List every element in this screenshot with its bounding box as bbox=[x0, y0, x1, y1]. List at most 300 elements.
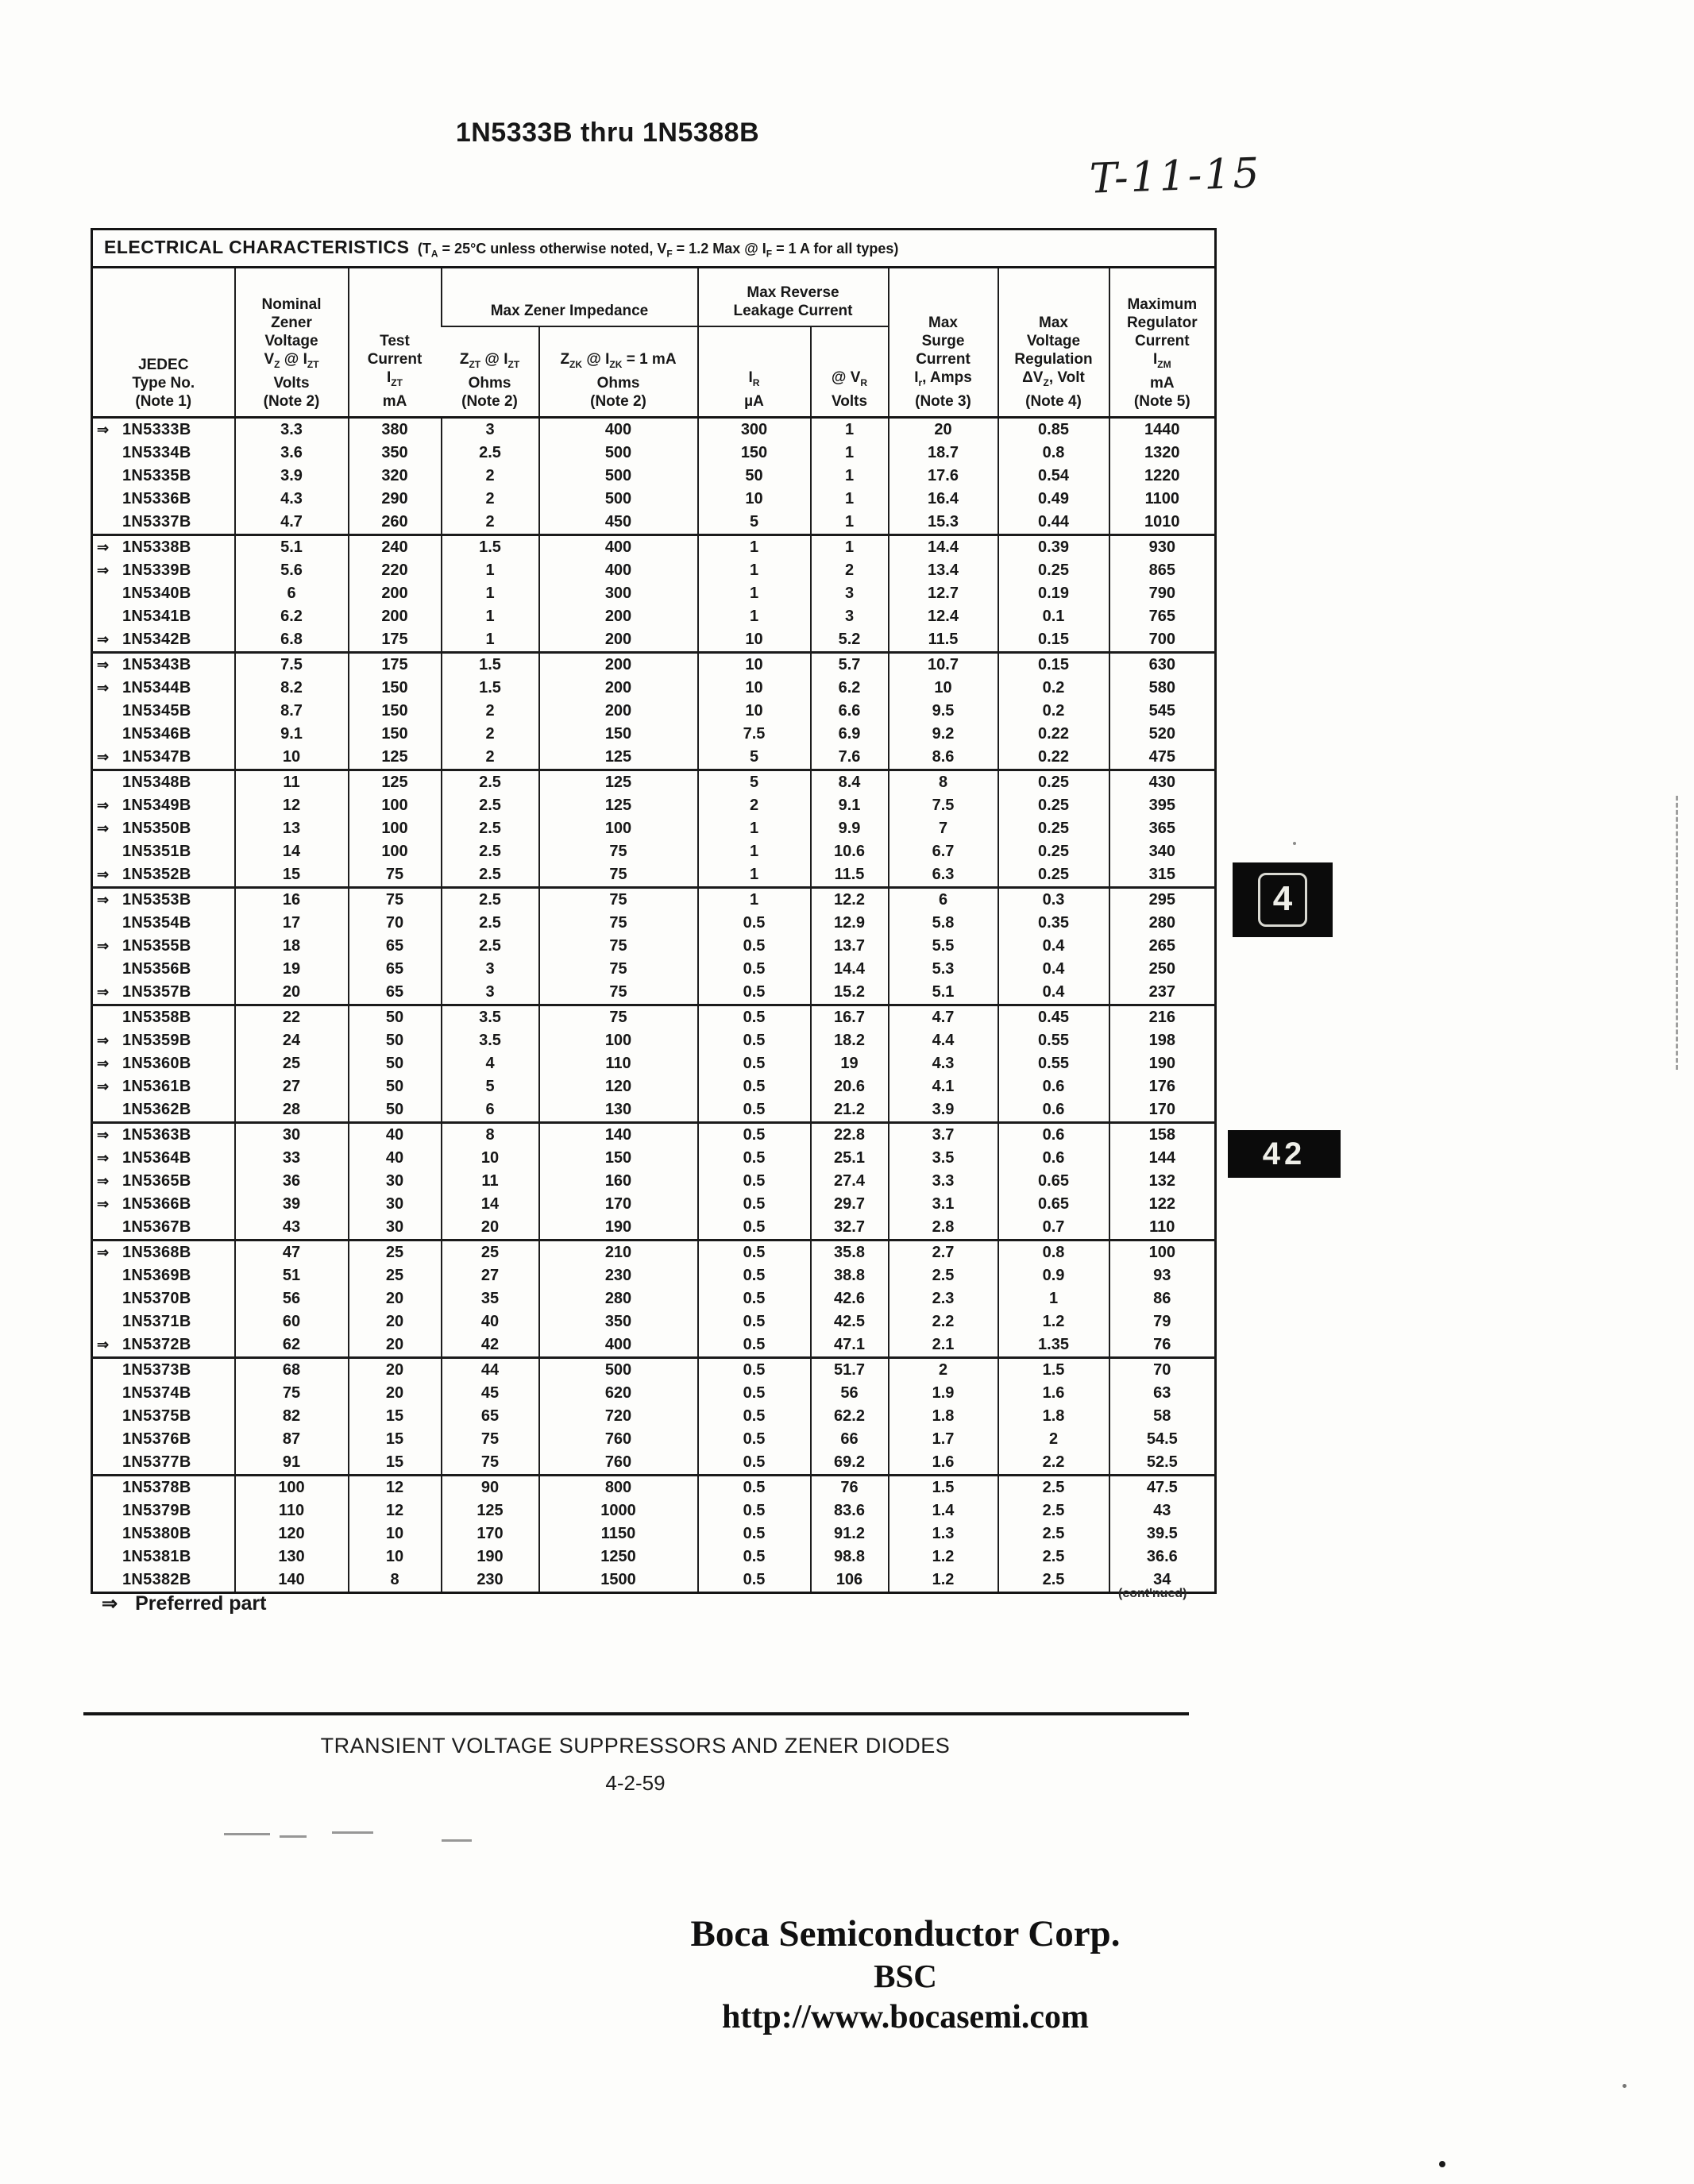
value-cell: 340 bbox=[1109, 840, 1216, 863]
value-cell: 2 bbox=[442, 488, 539, 511]
value-cell: 320 bbox=[349, 465, 442, 488]
value-cell: 12 bbox=[235, 794, 349, 817]
scan-artifact bbox=[224, 1833, 270, 1835]
value-cell: 5.7 bbox=[811, 652, 889, 677]
value-cell: 0.4 bbox=[998, 958, 1109, 981]
jedec-type-cell bbox=[92, 1569, 235, 1593]
value-cell: 9.1 bbox=[235, 723, 349, 746]
table-row bbox=[92, 534, 1216, 559]
value-cell: 70 bbox=[1109, 1357, 1216, 1382]
jedec-type-number: 1N5336B bbox=[122, 489, 191, 507]
jedec-type-number: 1N5341B bbox=[122, 607, 191, 625]
jedec-type-cell bbox=[92, 817, 235, 840]
value-cell: 265 bbox=[1109, 935, 1216, 958]
value-cell: 300 bbox=[698, 417, 811, 442]
value-cell: 12 bbox=[349, 1475, 442, 1499]
value-cell: 395 bbox=[1109, 794, 1216, 817]
value-cell: 1250 bbox=[539, 1545, 698, 1569]
table-row bbox=[92, 1075, 1216, 1098]
value-cell: 65 bbox=[349, 981, 442, 1005]
value-cell: 3.6 bbox=[235, 442, 349, 465]
value-cell: 125 bbox=[442, 1499, 539, 1522]
value-cell: 3 bbox=[811, 582, 889, 605]
jedec-type-cell bbox=[92, 652, 235, 677]
jedec-type-cell bbox=[92, 1005, 235, 1029]
value-cell: 15.3 bbox=[889, 511, 998, 535]
value-cell: 5 bbox=[698, 770, 811, 794]
jedec-type-cell bbox=[92, 1357, 235, 1382]
jedec-type-cell bbox=[92, 417, 235, 442]
value-cell: 140 bbox=[235, 1569, 349, 1593]
value-cell: 120 bbox=[539, 1075, 698, 1098]
value-cell: 8 bbox=[889, 770, 998, 794]
jedec-type-cell bbox=[92, 1122, 235, 1147]
company-abbreviation: BSC bbox=[874, 1958, 937, 1994]
value-cell: 1.2 bbox=[889, 1545, 998, 1569]
value-cell: 0.55 bbox=[998, 1052, 1109, 1075]
company-name: Boca Semiconductor Corp. bbox=[690, 1913, 1121, 1954]
jedec-type-number: 1N5368B bbox=[122, 1243, 191, 1261]
table-row bbox=[92, 442, 1216, 465]
col-header-test-current: Test Current $I_{ZT}$ mA bbox=[349, 267, 442, 417]
value-cell: 43 bbox=[235, 1216, 349, 1241]
value-cell: 3.9 bbox=[889, 1098, 998, 1123]
value-cell: 1 bbox=[698, 582, 811, 605]
value-cell: 40 bbox=[442, 1310, 539, 1333]
preferred-arrow-icon: ⇒ bbox=[97, 797, 110, 813]
jedec-type-number: 1N5352B bbox=[122, 865, 191, 883]
value-cell: 0.15 bbox=[998, 652, 1109, 677]
jedec-type-cell bbox=[92, 582, 235, 605]
preferred-arrow-icon: ⇒ bbox=[97, 891, 110, 908]
stamp-42-label: 42 bbox=[1262, 1136, 1306, 1171]
jedec-type-number: 1N5371B bbox=[122, 1312, 191, 1330]
jedec-type-number: 1N5363B bbox=[122, 1125, 191, 1144]
table-row bbox=[92, 1098, 1216, 1123]
value-cell: 65 bbox=[349, 935, 442, 958]
jedec-type-number: 1N5373B bbox=[122, 1360, 191, 1379]
value-cell: 0.5 bbox=[698, 981, 811, 1005]
value-cell: 1 bbox=[998, 1287, 1109, 1310]
value-cell: 1 bbox=[442, 582, 539, 605]
value-cell: 69.2 bbox=[811, 1451, 889, 1476]
jedec-type-number: 1N5380B bbox=[122, 1524, 191, 1542]
value-cell: 0.2 bbox=[998, 700, 1109, 723]
table-row bbox=[92, 1005, 1216, 1029]
table-row bbox=[92, 1333, 1216, 1358]
header-row-groups bbox=[92, 267, 1216, 326]
value-cell: 27 bbox=[442, 1264, 539, 1287]
value-cell: 0.44 bbox=[998, 511, 1109, 535]
value-cell: 125 bbox=[539, 794, 698, 817]
jedec-type-number: 1N5343B bbox=[122, 655, 191, 673]
value-cell: 50 bbox=[349, 1005, 442, 1029]
value-cell: 190 bbox=[442, 1545, 539, 1569]
value-cell: 250 bbox=[1109, 958, 1216, 981]
value-cell: 75 bbox=[235, 1382, 349, 1405]
table-row bbox=[92, 1193, 1216, 1216]
value-cell: 76 bbox=[811, 1475, 889, 1499]
table-row bbox=[92, 723, 1216, 746]
value-cell: 125 bbox=[349, 770, 442, 794]
value-cell: 100 bbox=[539, 817, 698, 840]
value-cell: 5.8 bbox=[889, 912, 998, 935]
value-cell: 0.5 bbox=[698, 1052, 811, 1075]
value-cell: 75 bbox=[349, 863, 442, 888]
value-cell: 30 bbox=[349, 1170, 442, 1193]
preferred-arrow-icon: ⇒ bbox=[97, 1244, 110, 1260]
value-cell: 100 bbox=[349, 840, 442, 863]
value-cell: 2.5 bbox=[442, 935, 539, 958]
value-cell: 2.5 bbox=[998, 1475, 1109, 1499]
value-cell: 6 bbox=[889, 887, 998, 912]
preferred-arrow-icon: ⇒ bbox=[97, 631, 110, 647]
jedec-type-number: 1N5366B bbox=[122, 1194, 191, 1213]
jedec-type-cell bbox=[92, 1310, 235, 1333]
value-cell: 190 bbox=[1109, 1052, 1216, 1075]
value-cell: 43 bbox=[1109, 1499, 1216, 1522]
value-cell: 5 bbox=[698, 511, 811, 535]
value-cell: 1 bbox=[698, 840, 811, 863]
preferred-arrow-icon: ⇒ bbox=[97, 866, 110, 882]
value-cell: 5.5 bbox=[889, 935, 998, 958]
value-cell: 2.5 bbox=[998, 1545, 1109, 1569]
col-group-max-reverse-leakage: Max Reverse Leakage Current bbox=[698, 267, 889, 326]
value-cell: 54.5 bbox=[1109, 1428, 1216, 1451]
value-cell: 930 bbox=[1109, 534, 1216, 559]
value-cell: 0.5 bbox=[698, 1240, 811, 1264]
value-cell: 2.2 bbox=[998, 1451, 1109, 1476]
value-cell: 150 bbox=[349, 677, 442, 700]
jedec-type-cell bbox=[92, 442, 235, 465]
value-cell: 0.22 bbox=[998, 723, 1109, 746]
value-cell: 75 bbox=[539, 935, 698, 958]
value-cell: 90 bbox=[442, 1475, 539, 1499]
value-cell: 8 bbox=[442, 1122, 539, 1147]
value-cell: 170 bbox=[539, 1193, 698, 1216]
value-cell: 75 bbox=[442, 1451, 539, 1476]
table-row bbox=[92, 559, 1216, 582]
value-cell: 56 bbox=[811, 1382, 889, 1405]
value-cell: 14.4 bbox=[889, 534, 998, 559]
value-cell: 10.7 bbox=[889, 652, 998, 677]
value-cell: 0.35 bbox=[998, 912, 1109, 935]
value-cell: 2.5 bbox=[442, 887, 539, 912]
value-cell: 0.25 bbox=[998, 863, 1109, 888]
jedec-type-cell bbox=[92, 1216, 235, 1241]
value-cell: 13 bbox=[235, 817, 349, 840]
value-cell: 21.2 bbox=[811, 1098, 889, 1123]
table-row bbox=[92, 840, 1216, 863]
table-title-row bbox=[92, 230, 1216, 268]
value-cell: 0.45 bbox=[998, 1005, 1109, 1029]
value-cell: 1 bbox=[811, 465, 889, 488]
jedec-type-cell bbox=[92, 887, 235, 912]
value-cell: 7.5 bbox=[889, 794, 998, 817]
value-cell: 45 bbox=[442, 1382, 539, 1405]
value-cell: 630 bbox=[1109, 652, 1216, 677]
page-number: 4-2-59 bbox=[605, 1771, 666, 1795]
value-cell: 8.6 bbox=[889, 746, 998, 770]
jedec-type-cell bbox=[92, 935, 235, 958]
value-cell: 5.1 bbox=[235, 534, 349, 559]
value-cell: 1 bbox=[811, 511, 889, 535]
preferred-arrow-icon: ⇒ bbox=[97, 561, 110, 578]
table-title-conditions: ($T_A = 25^\circ C$ unless otherwise noted, $V_F = 1.2$ Max @ $I_F = 1$ A for all types) bbox=[417, 241, 899, 260]
value-cell: 0.22 bbox=[998, 746, 1109, 770]
value-cell: 4.7 bbox=[235, 511, 349, 535]
preferred-arrow-icon: ⇒ bbox=[97, 748, 110, 765]
value-cell: 132 bbox=[1109, 1170, 1216, 1193]
value-cell: 62.2 bbox=[811, 1405, 889, 1428]
jedec-type-cell bbox=[92, 1075, 235, 1098]
value-cell: 19 bbox=[235, 958, 349, 981]
value-cell: 2.8 bbox=[889, 1216, 998, 1241]
value-cell: 20 bbox=[889, 417, 998, 442]
value-cell: 0.1 bbox=[998, 605, 1109, 628]
value-cell: 125 bbox=[539, 746, 698, 770]
jedec-type-cell bbox=[92, 534, 235, 559]
jedec-type-number: 1N5376B bbox=[122, 1430, 191, 1448]
col-header-vr: @ $V_R$ Volts bbox=[811, 326, 889, 418]
value-cell: 6.2 bbox=[235, 605, 349, 628]
table-row bbox=[92, 1545, 1216, 1569]
value-cell: 8.7 bbox=[235, 700, 349, 723]
scan-artifact bbox=[280, 1835, 307, 1838]
preferred-part-label: Preferred part bbox=[135, 1592, 267, 1615]
preferred-arrow-icon: ⇒ bbox=[97, 656, 110, 673]
value-cell: 5 bbox=[698, 746, 811, 770]
value-cell: 70 bbox=[349, 912, 442, 935]
value-cell: 2 bbox=[442, 700, 539, 723]
value-cell: 16.4 bbox=[889, 488, 998, 511]
value-cell: 0.5 bbox=[698, 1569, 811, 1593]
jedec-type-number: 1N5342B bbox=[122, 630, 191, 648]
value-cell: 0.5 bbox=[698, 1428, 811, 1451]
value-cell: 1.8 bbox=[889, 1405, 998, 1428]
value-cell: 5.6 bbox=[235, 559, 349, 582]
table-row bbox=[92, 488, 1216, 511]
value-cell: 16.7 bbox=[811, 1005, 889, 1029]
value-cell: 50 bbox=[349, 1098, 442, 1123]
jedec-type-cell bbox=[92, 700, 235, 723]
value-cell: 29.7 bbox=[811, 1193, 889, 1216]
value-cell: 4.4 bbox=[889, 1029, 998, 1052]
value-cell: 0.25 bbox=[998, 817, 1109, 840]
jedec-type-number: 1N5340B bbox=[122, 584, 191, 602]
value-cell: 130 bbox=[235, 1545, 349, 1569]
value-cell: 1.3 bbox=[889, 1522, 998, 1545]
value-cell: 50 bbox=[698, 465, 811, 488]
value-cell: 280 bbox=[1109, 912, 1216, 935]
value-cell: 1.9 bbox=[889, 1382, 998, 1405]
col-header-jedec-type: JEDEC Type No. (Note 1) bbox=[132, 356, 195, 410]
jedec-type-cell bbox=[92, 840, 235, 863]
value-cell: 620 bbox=[539, 1382, 698, 1405]
table-row bbox=[92, 1499, 1216, 1522]
jedec-type-cell bbox=[92, 863, 235, 888]
preferred-arrow-icon: ⇒ bbox=[102, 1593, 118, 1615]
table-row bbox=[92, 465, 1216, 488]
value-cell: 5 bbox=[442, 1075, 539, 1098]
preferred-part-note bbox=[102, 1592, 266, 1615]
value-cell: 15 bbox=[349, 1405, 442, 1428]
jedec-type-cell bbox=[92, 1475, 235, 1499]
value-cell: 0.49 bbox=[998, 488, 1109, 511]
value-cell: 4.7 bbox=[889, 1005, 998, 1029]
value-cell: 0.9 bbox=[998, 1264, 1109, 1287]
value-cell: 120 bbox=[235, 1522, 349, 1545]
table-row bbox=[92, 935, 1216, 958]
value-cell: 800 bbox=[539, 1475, 698, 1499]
table-row bbox=[92, 1405, 1216, 1428]
value-cell: 39 bbox=[235, 1193, 349, 1216]
value-cell: 230 bbox=[539, 1264, 698, 1287]
jedec-type-cell bbox=[92, 1287, 235, 1310]
value-cell: 0.39 bbox=[998, 534, 1109, 559]
value-cell: 27.4 bbox=[811, 1170, 889, 1193]
company-block bbox=[588, 1912, 1223, 2038]
jedec-type-cell bbox=[92, 511, 235, 535]
preferred-arrow-icon: ⇒ bbox=[97, 820, 110, 836]
value-cell: 0.8 bbox=[998, 442, 1109, 465]
value-cell: 75 bbox=[539, 912, 698, 935]
value-cell: 125 bbox=[539, 770, 698, 794]
value-cell: 125 bbox=[349, 746, 442, 770]
value-cell: 36 bbox=[235, 1170, 349, 1193]
col-header-zzk: $Z_{ZK}$ @ $I_{ZK} = 1$ mA Ohms (Note 2) bbox=[539, 326, 698, 418]
value-cell: 42 bbox=[442, 1333, 539, 1358]
preferred-arrow-icon: ⇒ bbox=[97, 1055, 110, 1071]
value-cell: 10 bbox=[698, 652, 811, 677]
value-cell: 0.25 bbox=[998, 794, 1109, 817]
value-cell: 1.7 bbox=[889, 1428, 998, 1451]
value-cell: 6.8 bbox=[235, 628, 349, 653]
value-cell: 40 bbox=[349, 1147, 442, 1170]
value-cell: 475 bbox=[1109, 746, 1216, 770]
continued-note: (cont'nued) bbox=[1118, 1587, 1187, 1600]
value-cell: 44 bbox=[442, 1357, 539, 1382]
table-group bbox=[92, 1475, 1216, 1592]
value-cell: 500 bbox=[539, 488, 698, 511]
jedec-type-cell bbox=[92, 981, 235, 1005]
value-cell: 260 bbox=[349, 511, 442, 535]
jedec-type-cell bbox=[92, 628, 235, 653]
value-cell: 0.5 bbox=[698, 1264, 811, 1287]
jedec-type-cell bbox=[92, 1052, 235, 1075]
value-cell: 430 bbox=[1109, 770, 1216, 794]
jedec-type-number: 1N5370B bbox=[122, 1289, 191, 1307]
table-group bbox=[92, 417, 1216, 534]
value-cell: 158 bbox=[1109, 1122, 1216, 1147]
value-cell: 237 bbox=[1109, 981, 1216, 1005]
value-cell: 190 bbox=[539, 1216, 698, 1241]
value-cell: 50 bbox=[349, 1029, 442, 1052]
value-cell: 176 bbox=[1109, 1075, 1216, 1098]
value-cell: 3.3 bbox=[889, 1170, 998, 1193]
value-cell: 6.7 bbox=[889, 840, 998, 863]
scan-artifact bbox=[1623, 2084, 1626, 2088]
value-cell: 10 bbox=[889, 677, 998, 700]
value-cell: 2.7 bbox=[889, 1240, 998, 1264]
jedec-type-number: 1N5374B bbox=[122, 1383, 191, 1402]
value-cell: 65 bbox=[442, 1405, 539, 1428]
value-cell: 20 bbox=[349, 1382, 442, 1405]
table-row bbox=[92, 770, 1216, 794]
value-cell: 1 bbox=[698, 817, 811, 840]
value-cell: 0.5 bbox=[698, 935, 811, 958]
value-cell: 15.2 bbox=[811, 981, 889, 1005]
value-cell: 7.5 bbox=[235, 652, 349, 677]
table-row bbox=[92, 605, 1216, 628]
value-cell: 500 bbox=[539, 465, 698, 488]
preferred-arrow-icon: ⇒ bbox=[97, 421, 110, 438]
value-cell: 51 bbox=[235, 1264, 349, 1287]
jedec-type-number: 1N5351B bbox=[122, 842, 191, 860]
value-cell: 5.2 bbox=[811, 628, 889, 653]
value-cell: 8 bbox=[349, 1569, 442, 1593]
company-url: http://www.bocasemi.com bbox=[722, 1999, 1089, 2035]
value-cell: 3.1 bbox=[889, 1193, 998, 1216]
table-row bbox=[92, 981, 1216, 1005]
value-cell: 106 bbox=[811, 1569, 889, 1593]
value-cell: 62 bbox=[235, 1333, 349, 1358]
value-cell: 91.2 bbox=[811, 1522, 889, 1545]
preferred-arrow-icon: ⇒ bbox=[97, 1126, 110, 1143]
value-cell: 4 bbox=[442, 1052, 539, 1075]
jedec-type-cell bbox=[92, 723, 235, 746]
value-cell: 10 bbox=[698, 628, 811, 653]
value-cell: 1100 bbox=[1109, 488, 1216, 511]
value-cell: 0.5 bbox=[698, 1029, 811, 1052]
value-cell: 12.9 bbox=[811, 912, 889, 935]
value-cell: 720 bbox=[539, 1405, 698, 1428]
table-row bbox=[92, 1475, 1216, 1499]
handwritten-note: T-11-15 bbox=[1089, 149, 1263, 203]
value-cell: 76 bbox=[1109, 1333, 1216, 1358]
value-cell: 110 bbox=[1109, 1216, 1216, 1241]
value-cell: 2.5 bbox=[442, 840, 539, 863]
value-cell: 1000 bbox=[539, 1499, 698, 1522]
value-cell: 79 bbox=[1109, 1310, 1216, 1333]
value-cell: 11 bbox=[442, 1170, 539, 1193]
value-cell: 1.5 bbox=[442, 677, 539, 700]
value-cell: 19 bbox=[811, 1052, 889, 1075]
value-cell: 93 bbox=[1109, 1264, 1216, 1287]
value-cell: 10 bbox=[698, 677, 811, 700]
scan-artifact bbox=[1439, 2161, 1445, 2167]
jedec-type-number: 1N5362B bbox=[122, 1100, 191, 1118]
jedec-type-number: 1N5354B bbox=[122, 913, 191, 932]
value-cell: 1.8 bbox=[998, 1405, 1109, 1428]
value-cell: 350 bbox=[539, 1310, 698, 1333]
value-cell: 2.5 bbox=[889, 1264, 998, 1287]
value-cell: 400 bbox=[539, 1333, 698, 1358]
jedec-type-number: 1N5345B bbox=[122, 701, 191, 720]
table-row bbox=[92, 1264, 1216, 1287]
value-cell: 68 bbox=[235, 1357, 349, 1382]
table-row bbox=[92, 863, 1216, 888]
jedec-type-number: 1N5334B bbox=[122, 443, 191, 461]
jedec-type-cell bbox=[92, 1264, 235, 1287]
jedec-type-number: 1N5349B bbox=[122, 796, 191, 814]
value-cell: 28 bbox=[235, 1098, 349, 1123]
preferred-arrow-icon: ⇒ bbox=[97, 679, 110, 696]
value-cell: 83.6 bbox=[811, 1499, 889, 1522]
value-cell: 25 bbox=[349, 1264, 442, 1287]
value-cell: 30 bbox=[235, 1122, 349, 1147]
value-cell: 200 bbox=[349, 582, 442, 605]
